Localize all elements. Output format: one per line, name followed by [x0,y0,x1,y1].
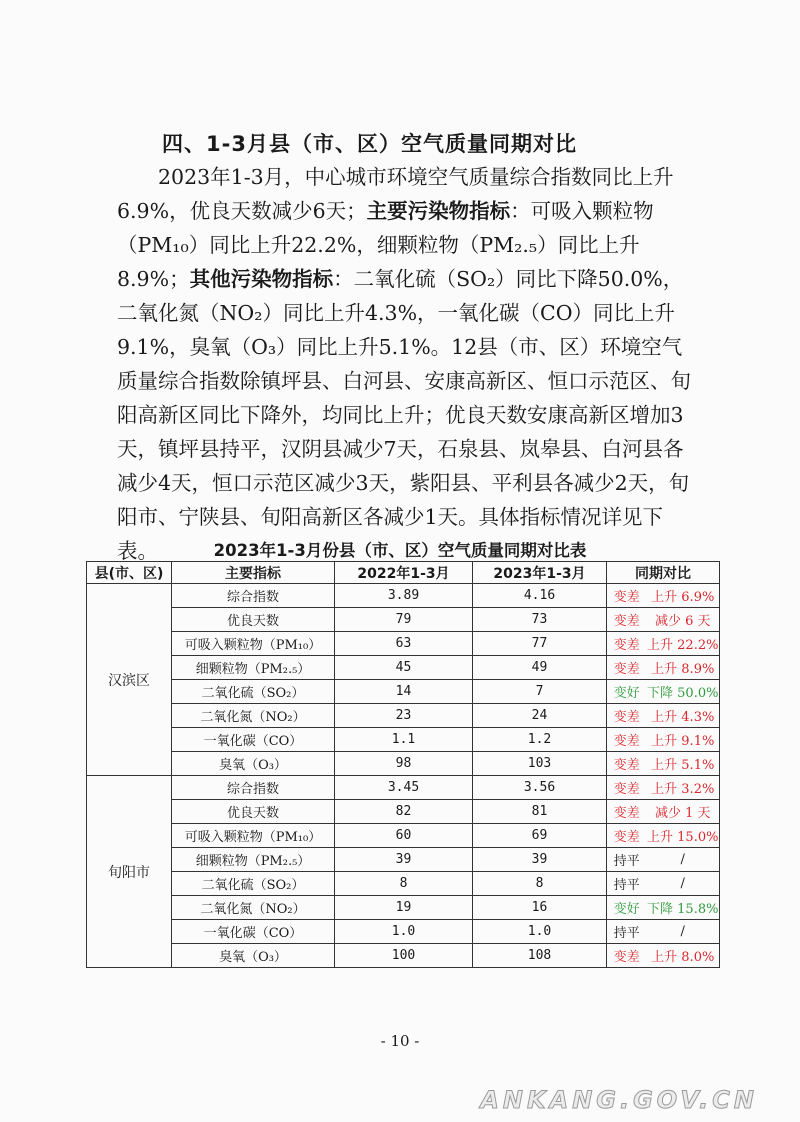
value-2023-cell: 4.16 [473,584,607,608]
value-2022-cell: 60 [335,824,473,848]
table-row [87,728,720,752]
value-2022-cell: 1.0 [335,920,473,944]
comparison-table [86,561,720,968]
table-row [87,680,720,704]
header-county: 县(市、区) [87,562,172,584]
comparison-word-cell: 持平 [607,848,647,872]
paragraph-text: ：可吸入颗粒物（PM₁₀）同比上升22.2%，细颗粒物（PM₂.₅）同比上升8.9%； [117,199,654,291]
table-row [87,824,720,848]
change-value-cell: / [647,848,720,872]
value-2023-cell: 3.56 [473,776,607,800]
bold-label: 其他污染物指标 [189,267,334,291]
body-paragraph [117,160,702,568]
value-2023-cell: 7 [473,680,607,704]
change-value-cell: 下降 15.8% [647,896,720,920]
table-row [87,800,720,824]
value-2022-cell: 23 [335,704,473,728]
change-value-cell: 上升 8.0% [647,944,720,968]
comparison-word-cell: 变差 [607,728,647,752]
paragraph-text: 2023年1-3月，中心城市环境空气质量综合指数同比上升6.9%，优良天数减少6天； [117,165,674,223]
change-value-cell: 上升 6.9% [647,584,720,608]
comparison-word-cell: 变差 [607,752,647,776]
value-2023-cell: 81 [473,800,607,824]
value-2023-cell: 69 [473,824,607,848]
value-2023-cell: 108 [473,944,607,968]
section-heading: 四、1-3月县（市、区）空气质量同期对比 [162,132,577,156]
comparison-word-cell: 变差 [607,608,647,632]
comparison-word-cell: 持平 [607,920,647,944]
indicator-cell: 综合指数 [172,584,335,608]
change-value-cell: 上升 5.1% [647,752,720,776]
value-2022-cell: 14 [335,680,473,704]
page-number: - 10 - [380,1032,420,1050]
table-row [87,944,720,968]
table-row [87,776,720,800]
value-2022-cell: 63 [335,632,473,656]
change-value-cell: / [647,872,720,896]
value-2022-cell: 100 [335,944,473,968]
indicator-cell: 二氧化硫（SO₂） [172,680,335,704]
indicator-cell: 细颗粒物（PM₂.₅） [172,656,335,680]
comparison-word-cell: 变差 [607,776,647,800]
value-2022-cell: 39 [335,848,473,872]
change-value-cell: 减少 6 天 [647,608,720,632]
county-cell: 旬阳市 [87,776,172,968]
change-value-cell: 上升 15.0% [647,824,720,848]
bold-label: 主要污染物指标 [366,199,511,223]
header-2022: 2022年1-3月 [335,562,473,584]
indicator-cell: 细颗粒物（PM₂.₅） [172,848,335,872]
table-row [87,632,720,656]
indicator-cell: 臭氧（O₃） [172,752,335,776]
indicator-cell: 二氧化氮（NO₂） [172,896,335,920]
value-2022-cell: 98 [335,752,473,776]
table-row [87,920,720,944]
table-row [87,752,720,776]
value-2022-cell: 1.1 [335,728,473,752]
county-cell: 汉滨区 [87,584,172,776]
comparison-word-cell: 持平 [607,872,647,896]
indicator-cell: 综合指数 [172,776,335,800]
table-row [87,704,720,728]
table-header-row [87,562,720,584]
change-value-cell: 上升 8.9% [647,656,720,680]
comparison-word-cell: 变差 [607,800,647,824]
indicator-cell: 一氧化碳（CO） [172,728,335,752]
change-value-cell: 上升 9.1% [647,728,720,752]
change-value-cell: 上升 22.2% [647,632,720,656]
change-value-cell: / [647,920,720,944]
table-row [87,608,720,632]
value-2023-cell: 1.0 [473,920,607,944]
value-2023-cell: 103 [473,752,607,776]
value-2023-cell: 77 [473,632,607,656]
paragraph-text: ：二氧化硫（SO₂）同比下降50.0%，二氧化氮（NO₂）同比上升4.3%，一氧化碳（CO）同比上升9.1%，臭氧（O₃）同比上升5.1%。12县（市、区）环境空气质量综合指数除镇坪县、白河县、安康高新区、恒口示范区、旬阳高新区同比下降外，均同比上升；优良天数安康高新区增加3天，镇坪县持平，汉阴县减少7天，石泉县、岚皋县、白河县各减少4天，恒口示范区减少3天，紫阳县、平利县各减少2天，旬阳市、宁陕县、旬阳高新区各减少1天。具体指标情况详见下表。 [117,267,691,563]
value-2023-cell: 39 [473,848,607,872]
value-2023-cell: 1.2 [473,728,607,752]
value-2022-cell: 19 [335,896,473,920]
comparison-word-cell: 变好 [607,680,647,704]
change-value-cell: 上升 4.3% [647,704,720,728]
value-2022-cell: 3.89 [335,584,473,608]
change-value-cell: 减少 1 天 [647,800,720,824]
comparison-word-cell: 变差 [607,632,647,656]
value-2022-cell: 3.45 [335,776,473,800]
indicator-cell: 臭氧（O₃） [172,944,335,968]
header-2023: 2023年1-3月 [473,562,607,584]
header-comparison: 同期对比 [607,562,720,584]
value-2022-cell: 8 [335,872,473,896]
comparison-word-cell: 变好 [607,896,647,920]
change-value-cell: 下降 50.0% [647,680,720,704]
value-2023-cell: 8 [473,872,607,896]
value-2023-cell: 73 [473,608,607,632]
comparison-word-cell: 变差 [607,944,647,968]
site-watermark: ANKANG.GOV.CN [480,1086,758,1114]
indicator-cell: 一氧化碳（CO） [172,920,335,944]
table-row [87,848,720,872]
indicator-cell: 优良天数 [172,800,335,824]
value-2022-cell: 79 [335,608,473,632]
table-row [87,896,720,920]
indicator-cell: 可吸入颗粒物（PM₁₀） [172,632,335,656]
comparison-word-cell: 变差 [607,656,647,680]
table-row [87,656,720,680]
comparison-word-cell: 变差 [607,824,647,848]
indicator-cell: 二氧化氮（NO₂） [172,704,335,728]
table-title: 2023年1-3月份县（市、区）空气质量同期对比表 [213,541,587,560]
value-2023-cell: 24 [473,704,607,728]
value-2023-cell: 49 [473,656,607,680]
comparison-word-cell: 变差 [607,704,647,728]
indicator-cell: 二氧化硫（SO₂） [172,872,335,896]
value-2022-cell: 45 [335,656,473,680]
comparison-word-cell: 变差 [607,584,647,608]
table-row [87,584,720,608]
table-row [87,872,720,896]
value-2022-cell: 82 [335,800,473,824]
change-value-cell: 上升 3.2% [647,776,720,800]
header-indicator: 主要指标 [172,562,335,584]
value-2023-cell: 16 [473,896,607,920]
indicator-cell: 优良天数 [172,608,335,632]
indicator-cell: 可吸入颗粒物（PM₁₀） [172,824,335,848]
